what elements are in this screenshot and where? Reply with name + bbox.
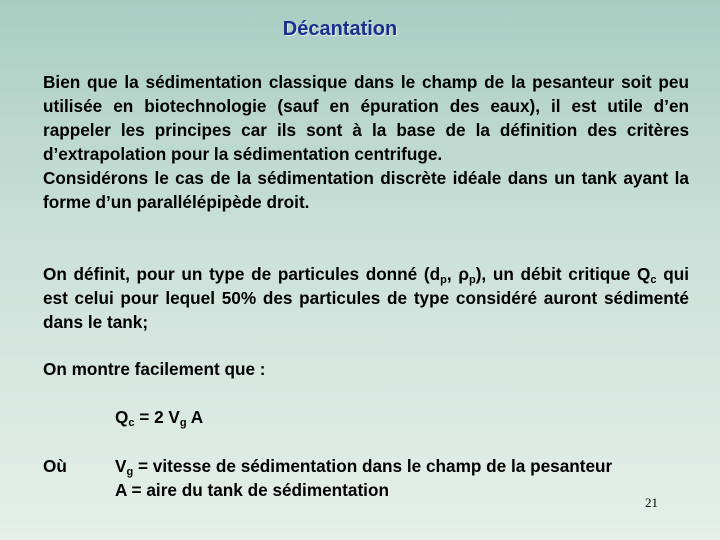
legend-lines [115,454,715,502]
formula-q: Q [115,407,129,427]
subscript-c: c [650,274,657,286]
intro-paragraph-1: Bien que la sédimentation classique dans le champ de la pesanteur soit peu utilisée en biotechnologie (sauf en épuration des eaux), il est utile d’en rappeler les principes car ils sont à la base de la définition des critères d’extrapolation pour la sédimentation centrifuge. [43,72,689,164]
formula-end: A [186,407,204,427]
formula-q-subscript: c [128,417,135,429]
slide-title: Décantation [282,18,398,40]
definition-paragraph [43,262,689,334]
page-number: 21 [645,495,658,510]
legend-line-area: A = aire du tank de sédimentation [115,480,389,500]
rho-symbol: ρ [458,264,469,284]
legend-v-subscript: g [126,466,134,478]
definition-part-3: ), un débit critique Q [475,264,651,284]
legend-velocity-text: = vitesse de sédimentation dans le champ de la pesanteur [133,456,613,476]
definition-part-2: , [446,264,459,284]
formula [115,405,415,429]
intro-text [43,70,689,214]
legend-label: Où [43,456,67,476]
subscript-p: p [440,274,447,286]
formula-v-subscript: g [179,417,187,429]
demonstration-text: On montre facilement que : [43,359,266,379]
formula-middle: = 2 V [134,407,180,427]
intro-paragraph-2: Considérons le cas de la sédimentation discrète idéale dans un tank ayant la forme d’un parallélépipède droit. [43,168,689,212]
subscript-p: p [468,274,476,286]
legend-v: V [115,456,127,476]
definition-part-1: On définit, pour un type de particules donné (d [43,264,441,284]
definition-part-4: qui est celui pour lequel 50% des particules de type considéré auront sédimenté dans le tank; [43,264,689,332]
legend-line-velocity [115,454,715,478]
